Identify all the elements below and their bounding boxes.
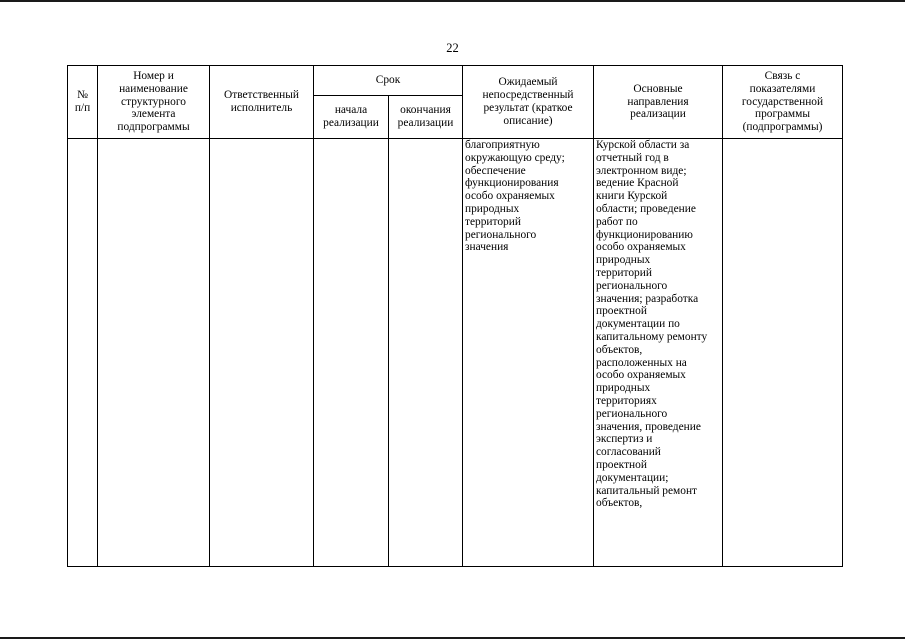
cell-responsible-executor bbox=[210, 139, 314, 567]
header-term-end: окончания реализации bbox=[389, 96, 463, 139]
cell-expected-result: благоприятную окружающую среду; обеспечение функционирования особо охраняемых природных территорий регионального значения bbox=[463, 139, 594, 567]
program-events-table bbox=[67, 65, 843, 567]
header-responsible-executor: Ответственный исполнитель bbox=[210, 66, 314, 139]
header-row-primary bbox=[68, 66, 843, 96]
scan-top-edge bbox=[0, 0, 905, 2]
header-num: № п/п bbox=[68, 66, 98, 139]
cell-main-directions: Курской области за отчетный год в электронном виде; ведение Красной книги Курской области; проведение работ по функционированию особо охраняемых природных территорий регионального значения; разработка проектной документации по капитальному ремонту объектов, расположенных на особо охраняемых природных территориях регионального значения, проведение экспертиз и согласований проектной документации; капитальный ремонт объектов, bbox=[594, 139, 723, 567]
cell-structural-element bbox=[98, 139, 210, 567]
header-main-directions: Основные направления реализации bbox=[594, 66, 723, 139]
cell-term-start bbox=[314, 139, 389, 567]
cell-term-end bbox=[389, 139, 463, 567]
scan-bottom-edge bbox=[0, 637, 905, 639]
page-number: 22 bbox=[446, 41, 459, 55]
header-term: Срок bbox=[314, 66, 463, 96]
header-term-start: начала реализации bbox=[314, 96, 389, 139]
header-structural-element: Номер и наименование структурного элемента подпрограммы bbox=[98, 66, 210, 139]
table-row bbox=[68, 139, 843, 567]
cell-num bbox=[68, 139, 98, 567]
header-program-indicators-link: Связь с показателями государственной программы (подпрограммы) bbox=[723, 66, 843, 139]
cell-program-indicators-link bbox=[723, 139, 843, 567]
header-expected-result: Ожидаемый непосредственный результат (краткое описание) bbox=[463, 66, 594, 139]
